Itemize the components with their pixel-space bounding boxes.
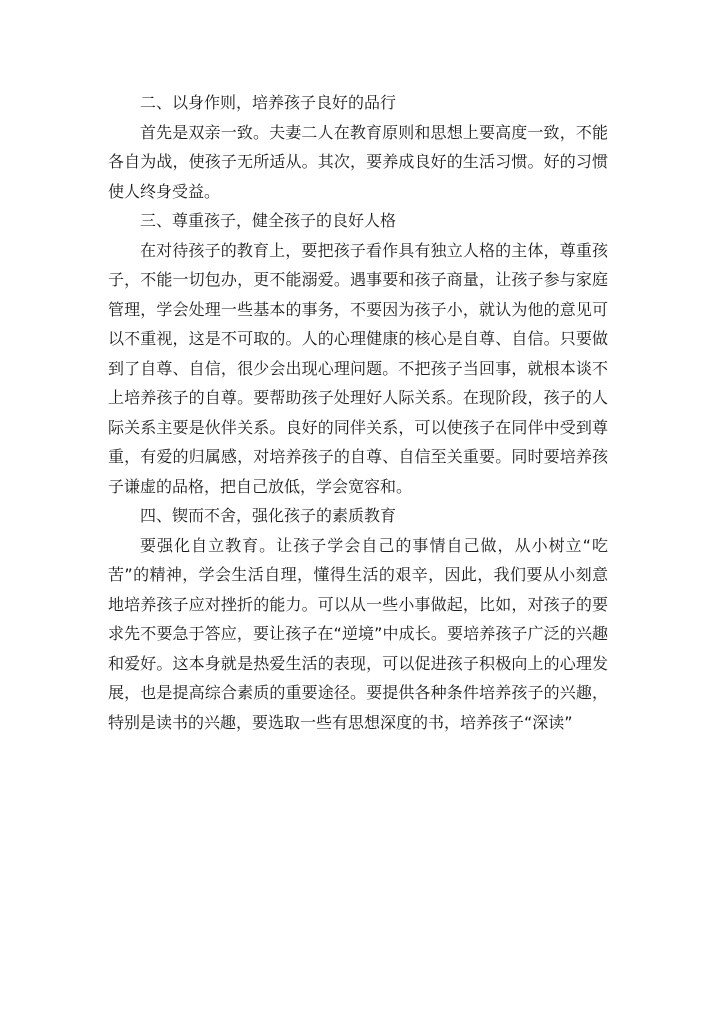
section-heading-3: 三、尊重孩子，健全孩子的良好人格 <box>140 211 397 230</box>
section-paragraph-3: 在对待孩子的教育上，要把孩子看作具有独立人格的主体，尊重孩子，不能一切包办，更不能溺爱。遇事要和孩子商量，让孩子参与家庭管理，学会处理一些基本的事务，不要因为孩子小，就认为他的意见可以不重视，这是不可取的。人的心理健康的核心是自尊、自信。只要做到了自尊、自信，很少会出现心理问题。不把孩子当回事，就根本谈不上培养孩子的自尊。要帮助孩子处理好人际关系。在现阶段，孩子的人际关系主要是伙伴关系。良好的同伴关系，可以使孩子在同伴中受到尊重，有爱的归属感，对培养孩子的自尊、自信至关重要。同时要培养孩子谦虚的品格，把自己放低，学会宽容和。 <box>108 240 608 496</box>
section-paragraph-2: 首先是双亲一致。夫妻二人在教育原则和思想上要高度一致，不能各自为战，使孩子无所适从。其次，要养成良好的生活习惯。好的习惯使人终身受益。 <box>108 122 608 201</box>
section-heading-2: 二、以身作则，培养孩子良好的品行 <box>140 93 397 112</box>
section-paragraph-4: 要强化自立教育。让孩子学会自己的事情自己做，从小树立“吃苦”的精神，学会生活自理，懂得生活的艰辛，因此，我们要从小刻意地培养孩子应对挫折的能力。可以从一些小事做起，比如，对孩子的要求先不要急于答应，要让孩子在“逆境”中成长。要培养孩子广泛的兴趣和爱好。这本身就是热爱生活的表现，可以促进孩子积极向上的心理发展，也是提高综合素质的重要途径。要提供各种条件培养孩子的兴趣，特别是读书的兴趣，要选取一些有思想深度的书，培养孩子“深读” <box>108 535 608 732</box>
document-body <box>108 88 608 737</box>
section-heading-4: 四、锲而不舍，强化孩子的素质教育 <box>140 506 397 525</box>
